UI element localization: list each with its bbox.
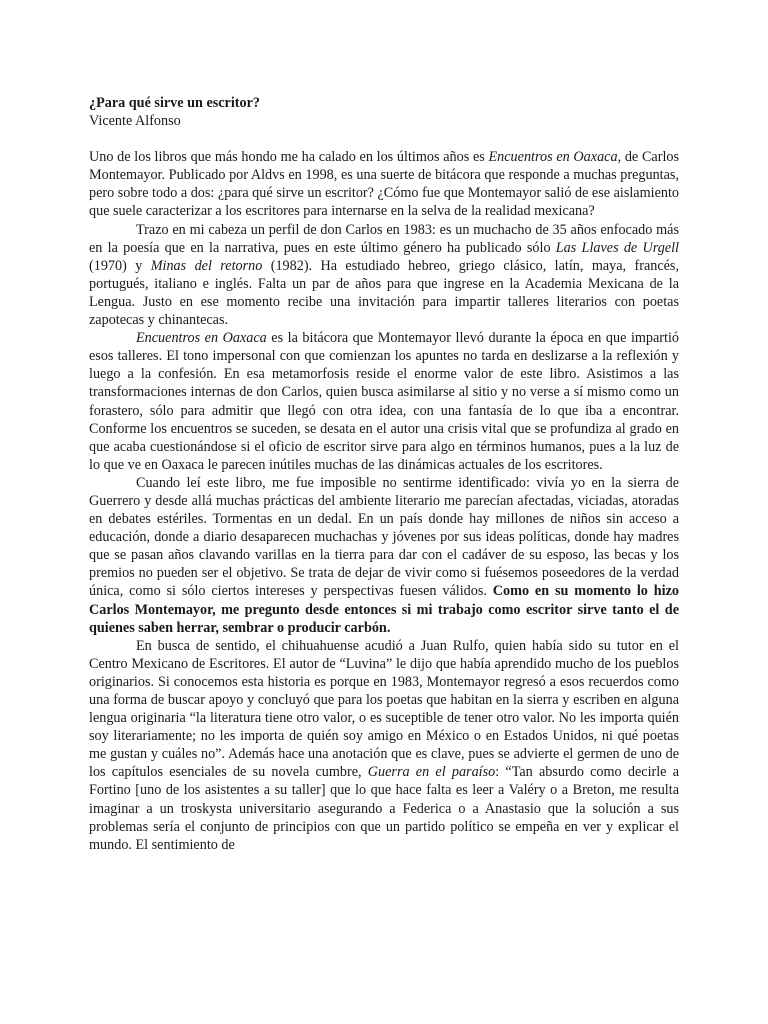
- paragraph-2-text-c: (1970) y: [89, 257, 151, 274]
- paragraph-4: [89, 474, 679, 637]
- book-title-minas: Minas del retorno: [150, 257, 263, 274]
- document-title: ¿Para qué sirve un escritor?: [89, 95, 261, 111]
- paragraph-4-bold-text: Como en su momento lo hizo Carlos Montemayor, me pregunto desde entonces si mi trabajo como escritor sirve tanto el de quienes saben herrar, sembrar o producir carbón.: [89, 583, 679, 636]
- paragraph-2-text-e: (1982). Ha estudiado hebreo, griego clásico, latín, maya, francés, portugués, italiano e inglés. Falta un par de años para que ingrese en la Academia Mexicana de la Lengua. Justo en ese momento recibe una invitación para impartir talleres literarios con poetas zapotecas y chinantecas.: [89, 257, 679, 329]
- book-title-guerra: Guerra en el paraíso: [367, 764, 496, 781]
- paragraph-5: [89, 637, 679, 854]
- book-title-encuentros-2: Encuentros en Oaxaca: [136, 330, 267, 347]
- document-page: [89, 94, 679, 854]
- paragraph-2-text-a: Trazo en mi cabeza un perfil de don Carlos en 1983: es un muchacho de 35 años enfocado más en la poesía que en la narrativa, pues en este último género ha publicado sólo: [89, 221, 679, 256]
- paragraph-3: [89, 329, 679, 474]
- document-author: Vicente Alfonso: [89, 113, 181, 130]
- paragraph-1-text-c: , de Carlos Montemayor. Publicado por Aldvs en 1998, es una suerte de bitácora que responde a muchas preguntas, pero sobre todo a dos: ¿para qué sirve un escritor? ¿Cómo fue que Montemayor salió de ese aislamiento que suele caracterizar a los escritores para internarse en la selva de la realidad mexicana?: [89, 149, 679, 220]
- paragraph-1: [89, 148, 679, 220]
- paragraph-1-text-a: Uno de los libros que más hondo me ha calado en los últimos años es: [89, 149, 489, 166]
- paragraph-5-text-a: En busca de sentido, el chihuahuense acudió a Juan Rulfo, quien había sido su tutor en el Centro Mexicano de Escritores. El autor de “Luvina” le dijo que había aprendido mucho de los pueblos originarios. Si conocemos esta historia es porque en 1983, Montemayor regresó a esos recuerdos como una forma de buscar apoyo y concluyó que para los poetas que habitan en la sierra y escriben en alguna lengua originaria “la literatura tiene otro valor, o es suceptible de tener otro valor. No les importa quién soy literariamente; no les importa de quién soy amigo en México o en Estados Unidos, ni qué poetas me gustan y cuáles no”. Además hace una anotación que es clave, pues se advierte el germen de uno de los capítulos esenciales de su novela cumbre,: [89, 637, 679, 781]
- paragraph-2: [89, 221, 679, 330]
- book-title-llaves: Las Llaves de Urgell: [555, 239, 679, 256]
- paragraph-3-text-b: es la bitácora que Montemayor llevó durante la época en que impartió esos talleres. El tono impersonal con que comienzan los apuntes no tarda en deslizarse a la reflexión y luego a la confesión. En esa metamorfosis reside el enorme valor de este libro. Asistimos a las transformaciones internas de don Carlos, quien busca asimilarse al sitio y no verse a sí mismo como un forastero, sólo para admitir que llegó con otra idea, con una fantasía de lo que iba a encontrar. Conforme los encuentros se suceden, se desata en el autor una crisis vital que se profundiza al grado en que acaba cuestionándose si el oficio de escritor sirve para algo en términos humanos, pues a la luz de lo que ve en Oaxaca le parecen inútiles muchas de las dinámicas actuales de los escritores.: [89, 330, 680, 473]
- paragraph-4-text-a: Cuando leí este libro, me fue imposible no sentirme identificado: vivía yo en la sierra de Guerrero y desde allá muchas prácticas del ambiente literario me parecían afectadas, viciadas, atoradas en debates estériles. Tormentas en un dedal. En un país donde hay millones de niños sin acceso a educación, donde a diario desaparecen muchachas y jóvenes por sus ideas políticas, donde hay madres que se pasan años clavando varillas en la tierra para dar con el cadáver de su esposo, las becas y los premios no pueden ser el objetivo. Se trata de dejar de vivir como si fuésemos poseedores de la verdad única, como si sólo ciertos intereses y perspectivas fuesen válidos.: [89, 474, 679, 600]
- book-title-encuentros: Encuentros en Oaxaca: [488, 149, 618, 166]
- paragraph-5-text-c: : “Tan absurdo como decirle a Fortino [uno de los asistentes a su taller] que lo que hace falta es leer a Valéry o a Breton, me resulta imaginar a un troskysta universitario asegurando a Federica o a Anastasio que la solución a sus problemas sería el conjunto de principios con que un partido político se empeña en ver y explicar el mundo. El sentimiento de: [89, 764, 679, 853]
